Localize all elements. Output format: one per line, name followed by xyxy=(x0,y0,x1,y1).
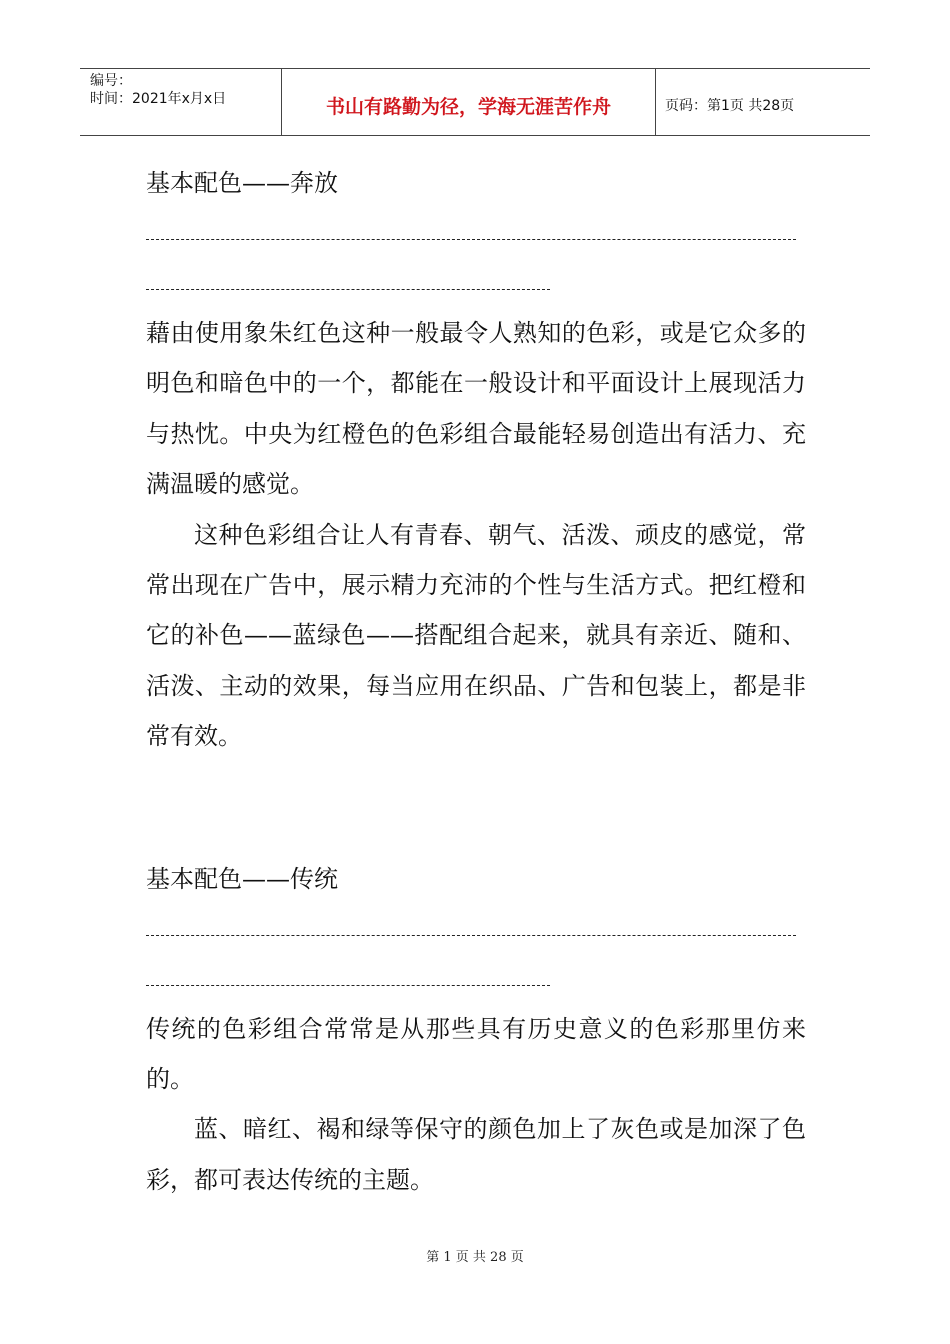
header-meta xyxy=(80,69,282,135)
paragraph: 蓝、暗红、褐和绿等保守的颜色加上了灰色或是加深了色彩，都可表达传统的主题。 xyxy=(146,1115,806,1194)
dashed-divider xyxy=(146,208,806,258)
document-body xyxy=(146,158,806,1205)
document-date-label: 时间：2021年x月x日 xyxy=(90,91,227,107)
dashed-divider xyxy=(146,954,806,1004)
header-page-info: 页码：第1页 共28页 xyxy=(665,98,795,114)
section-heading-bold: 基本配色——奔放 xyxy=(146,169,338,197)
dashed-divider xyxy=(146,904,806,954)
section-heading-traditional: 基本配色——传统 xyxy=(146,864,338,893)
header-motto: 书山有路勤为径，学海无涯苦作舟 xyxy=(282,69,656,135)
section-spacer xyxy=(146,762,806,854)
document-number-label: 编号： xyxy=(90,73,132,89)
paragraph: 藉由使用象朱红色这种一般最令人熟知的色彩，或是它众多的明色和暗色中的一个，都能在一般设计和平面设计上展现活力与热忱。中央为红橙色的色彩组合最能轻易创造出有活力、充满温暖的感觉。 xyxy=(146,319,806,499)
page-header xyxy=(80,68,870,136)
dashed-divider xyxy=(146,258,806,308)
paragraph: 这种色彩组合让人有青春、朝气、活泼、顽皮的感觉，常常出现在广告中，展示精力充沛的个性与生活方式。把红橙和它的补色——蓝绿色——搭配组合起来，就具有亲近、随和、活泼、主动的效果，每当应用在织品、广告和包装上，都是非常有效。 xyxy=(146,520,806,751)
paragraph: 传统的色彩组合常常是从那些具有历史意义的色彩那里仿来的。 xyxy=(146,1014,806,1094)
page-footer: 第 1 页 共 28 页 xyxy=(426,1250,524,1265)
